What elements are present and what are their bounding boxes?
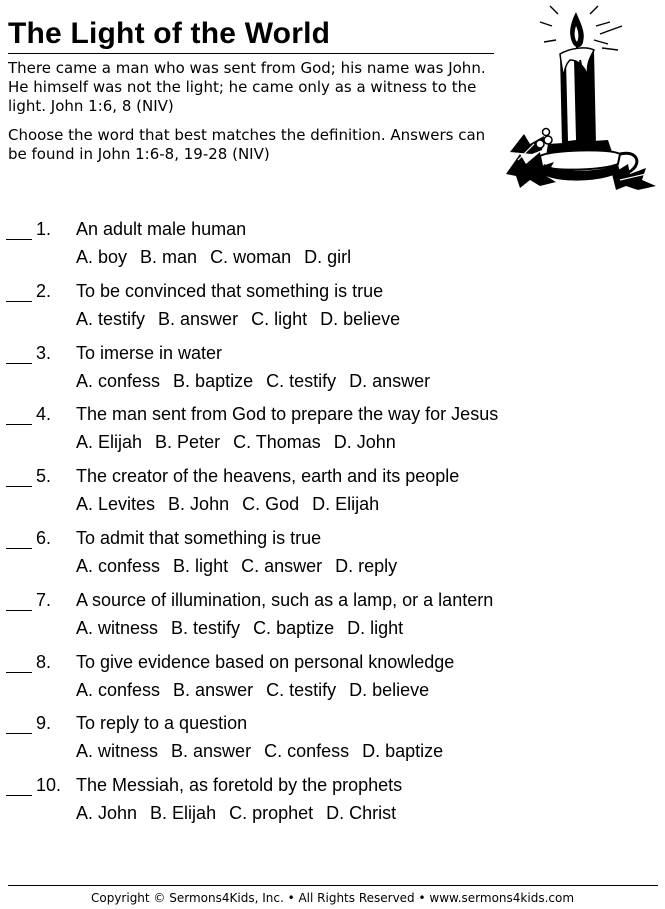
choice-c: C. woman xyxy=(210,247,292,267)
choice-b: B. answer xyxy=(171,741,252,761)
answer-blank[interactable] xyxy=(6,733,32,734)
question-item xyxy=(6,464,656,524)
answer-blank[interactable] xyxy=(6,301,32,302)
choice-d: D. Christ xyxy=(326,803,397,823)
answer-blank[interactable] xyxy=(6,424,32,425)
answer-choices xyxy=(76,739,456,763)
intro-verse: There came a man who was sent from God; his name was John. He himself was not the light; he came only as a witness to the light. John 1:6, 8 (NIV) xyxy=(8,59,486,115)
footer-copyright: Copyright © Sermons4Kids, Inc. • All Rights Reserved • www.sermons4kids.com xyxy=(90,891,575,905)
page-title: The Light of the World xyxy=(8,17,331,50)
choice-d: D. believe xyxy=(349,680,430,700)
answer-choices xyxy=(76,430,409,454)
choice-a: A. John xyxy=(76,803,138,823)
choice-b: B. answer xyxy=(173,680,254,700)
question-item xyxy=(6,217,656,277)
choice-d: D. girl xyxy=(304,247,352,267)
answer-choices xyxy=(76,801,409,825)
question-definition: The man sent from God to prepare the way for Jesus xyxy=(76,404,499,424)
choice-d: D. answer xyxy=(349,371,431,391)
choice-b: B. Elijah xyxy=(150,803,217,823)
question-number: 2. xyxy=(36,281,52,301)
choice-a: A. confess xyxy=(76,556,161,576)
question-definition: To imerse in water xyxy=(76,343,223,363)
question-item xyxy=(6,341,656,401)
question-definition: To give evidence based on personal knowledge xyxy=(76,652,455,672)
choice-d: D. Elijah xyxy=(312,494,380,514)
choice-b: B. John xyxy=(168,494,230,514)
question-item xyxy=(6,402,656,462)
answer-blank[interactable] xyxy=(6,363,32,364)
choice-a: A. testify xyxy=(76,309,146,329)
question-definition: An adult male human xyxy=(76,219,247,239)
answer-choices xyxy=(76,616,416,640)
choice-c: C. Thomas xyxy=(233,432,321,452)
choice-d: D. light xyxy=(347,618,404,638)
choice-a: A. Levites xyxy=(76,494,156,514)
choice-a: A. witness xyxy=(76,741,159,761)
question-number: 1. xyxy=(36,219,52,239)
candle-icon xyxy=(500,4,660,192)
question-number: 3. xyxy=(36,343,52,363)
choice-a: A. confess xyxy=(76,371,161,391)
answer-choices xyxy=(76,369,443,393)
answer-choices xyxy=(76,492,392,516)
question-number: 10. xyxy=(36,775,62,795)
question-item xyxy=(6,773,656,833)
choice-b: B. light xyxy=(173,556,229,576)
answer-blank[interactable] xyxy=(6,795,32,796)
answer-blank[interactable] xyxy=(6,548,32,549)
answer-choices xyxy=(76,307,413,331)
choice-d: D. reply xyxy=(335,556,398,576)
answer-blank[interactable] xyxy=(6,486,32,487)
choice-c: C. light xyxy=(251,309,308,329)
question-item xyxy=(6,588,656,648)
footer-divider xyxy=(8,885,658,886)
answer-choices xyxy=(76,245,364,269)
choice-d: D. John xyxy=(333,432,396,452)
title-underline xyxy=(8,53,494,54)
choice-b: B. baptize xyxy=(173,371,254,391)
question-definition: A source of illumination, such as a lamp, or a lantern xyxy=(76,590,494,610)
choice-b: B. man xyxy=(140,247,198,267)
choice-c: C. confess xyxy=(264,741,350,761)
answer-blank[interactable] xyxy=(6,610,32,611)
answer-blank[interactable] xyxy=(6,239,32,240)
answer-choices xyxy=(76,678,442,702)
question-item xyxy=(6,526,656,586)
question-definition: The creator of the heavens, earth and its people xyxy=(76,466,460,486)
instructions: Choose the word that best matches the definition. Answers can be found in John 1:6-8, 19-28 (NIV) xyxy=(8,126,486,163)
choice-c: C. testify xyxy=(266,371,337,391)
question-definition: To reply to a question xyxy=(76,713,248,733)
choice-c: C. answer xyxy=(241,556,323,576)
question-number: 9. xyxy=(36,713,52,733)
answer-choices xyxy=(76,554,410,578)
choice-a: A. witness xyxy=(76,618,159,638)
choice-a: A. Elijah xyxy=(76,432,143,452)
choice-c: C. prophet xyxy=(229,803,314,823)
choice-c: C. testify xyxy=(266,680,337,700)
question-item xyxy=(6,650,656,710)
question-definition: To admit that something is true xyxy=(76,528,322,548)
question-number: 4. xyxy=(36,404,52,424)
question-number: 5. xyxy=(36,466,52,486)
question-item xyxy=(6,711,656,771)
choice-b: B. Peter xyxy=(155,432,221,452)
question-definition: To be convinced that something is true xyxy=(76,281,384,301)
choice-d: D. baptize xyxy=(362,741,444,761)
question-number: 6. xyxy=(36,528,52,548)
choice-d: D. believe xyxy=(320,309,401,329)
choice-c: C. baptize xyxy=(253,618,335,638)
choice-c: C. God xyxy=(242,494,300,514)
question-number: 8. xyxy=(36,652,52,672)
question-number: 7. xyxy=(36,590,52,610)
choice-b: B. testify xyxy=(171,618,241,638)
question-item xyxy=(6,279,656,339)
question-definition: The Messiah, as foretold by the prophets xyxy=(76,775,403,795)
choice-a: A. confess xyxy=(76,680,161,700)
choice-a: A. boy xyxy=(76,247,128,267)
choice-b: B. answer xyxy=(158,309,239,329)
answer-blank[interactable] xyxy=(6,672,32,673)
